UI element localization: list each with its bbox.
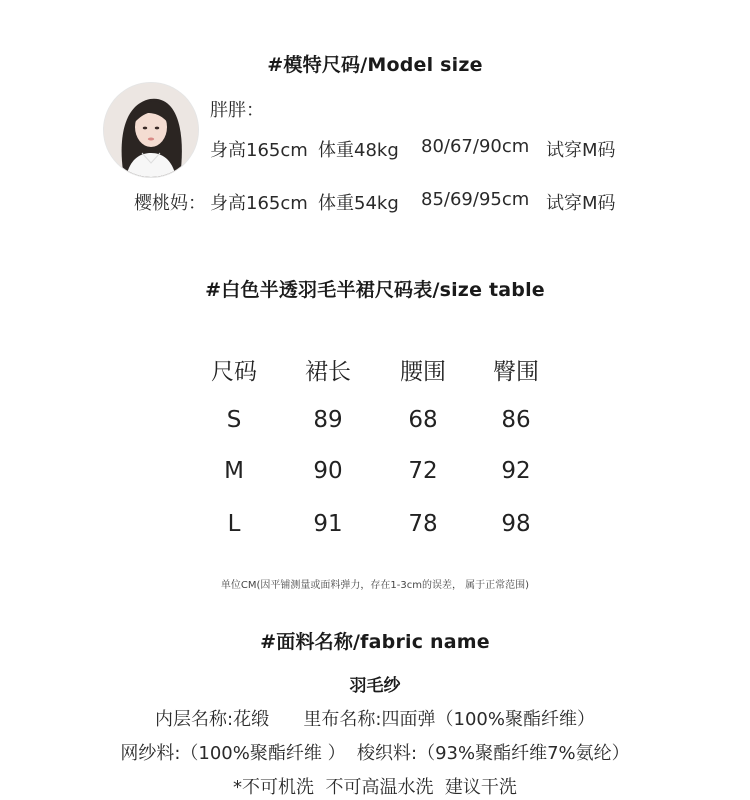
model1-height: 身高165cm <box>210 140 308 161</box>
table-cell: S <box>226 407 242 433</box>
table-cell: 91 <box>313 511 343 537</box>
model1-measurements: 80/67/90cm <box>421 136 530 157</box>
column-header: 裙长 <box>305 359 351 385</box>
model-size-heading: #模特尺码/Model size <box>267 54 483 76</box>
model2-name: 樱桃妈： <box>134 193 206 214</box>
table-cell: L <box>227 511 241 537</box>
table-cell: 89 <box>313 407 343 433</box>
model1-row <box>0 136 750 166</box>
table-cell: 78 <box>408 511 438 537</box>
model1-name: 胖胖： <box>210 100 264 121</box>
size-table-note: 单位CM(因平铺测量或面料弹力，存在1-3cm的误差， 属于正常范围) <box>220 580 530 591</box>
table-cell: 86 <box>501 407 531 433</box>
column-header: 腰围 <box>400 359 446 385</box>
model2-height: 身高165cm <box>210 193 308 214</box>
fabric-line-2: 网纱料:（100%聚酯纤维 ） 梭织料:（93%聚酯纤维7%氨纶） <box>120 743 630 764</box>
model2-row <box>0 189 750 219</box>
care-instructions: *不可机洗 不可高温水洗 建议干洗 <box>233 777 517 798</box>
table-cell: 98 <box>501 511 531 537</box>
model2-measurements: 85/69/95cm <box>421 189 530 210</box>
table-cell: 68 <box>408 407 438 433</box>
model1-tried-size: 试穿M码 <box>546 140 616 161</box>
size-table-heading: #白色半透羽毛半裙尺码表/size table <box>205 279 545 301</box>
fabric-subtitle: 羽毛纱 <box>349 676 401 696</box>
column-header: 尺码 <box>211 359 257 385</box>
model2-weight: 体重54kg <box>318 193 399 214</box>
table-cell: 90 <box>313 458 343 484</box>
model2-tried-size: 试穿M码 <box>546 193 616 214</box>
table-cell: 92 <box>501 458 531 484</box>
model1-weight: 体重48kg <box>318 140 399 161</box>
column-header: 臀围 <box>493 359 539 385</box>
table-cell: M <box>224 458 244 484</box>
table-cell: 72 <box>408 458 438 484</box>
fabric-heading: #面料名称/fabric name <box>260 631 490 653</box>
fabric-line-1: 内层名称:花缎 里布名称:四面弹（100%聚酯纤维） <box>155 709 595 730</box>
